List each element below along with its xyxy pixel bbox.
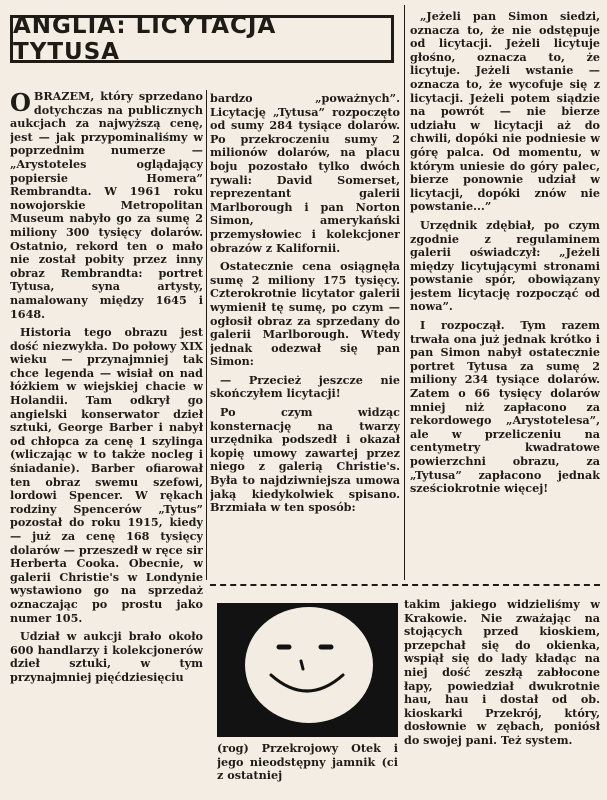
paragraph: „Jeżeli pan Simon siedzi, oznacza to, że nie odstępuje od licytacji. Jeżeli licytuje głośno, oznacza to, że licytuje. Jeżeli wstanie — oznacza to, że wycofuje się z licytacji. Jeżeli potem siądzie na powrót — nie bierze udziału w licytacji aż do chwili, dopóki nie podniesie w górę palca. Od momentu, w którym uniesie do góry palec, bierze ponownie udział w licytacji, dopóki znów nie powstanie...” [410, 10, 600, 214]
paragraph: Udział w aukcji brało około 600 handlarzy i kolekcjonerów dzieł sztuki, w tym przynajmniej pięćdziesięciu [10, 629, 203, 684]
column-rule [206, 90, 207, 580]
section-separator [210, 584, 600, 586]
article-column-1 [10, 90, 203, 800]
paragraph: Ostatecznie cena osiągnęła sumę 2 miliony 175 tysięcy. Czterokrotnie licytator galerii wymienił tę sumę, po czym — ogłosił obraz za sprzedany do galerii Marlborough. Wtedy jednak odezwał się pan Simon: [210, 259, 400, 369]
paragraph: Po czym widząc konsternację na twarzy urzędnika podszedł i okazał kopię umowy zawartej przez niego z galerią Christie's. Była to najdziwniejsza umowa jaką kiedykolwiek spisano. Brzmiała w ten sposób: [210, 405, 400, 515]
article-column-2 [210, 92, 400, 580]
smiley-face-icon [217, 603, 398, 737]
paragraph: bardzo „poważnych”. Licytację „Tytusa” rozpoczęto od sumy 284 tysiące dolarów. Po przekroczeniu sumy 2 milionów dolarów, na placu boju pozostało tylko dwóch rywali: David Somerset, reprezentant galerii Marlborough i pan Norton Simon, amerykański przemysłowiec i kolekcjoner obrazów z Kalifornii. [210, 92, 400, 255]
paragraph: Urzędnik zdębiał, po czym zgodnie z regulaminem galerii oświadczył: „Jeżeli między licytującymi stronami powstanie spór, obowiązany jestem licytację rozpocząć od nowa”. [410, 217, 600, 314]
paragraph: — Przecież jeszcze nie skończyłem licytacji! [210, 372, 400, 401]
column-rule [404, 5, 405, 580]
paragraph: I rozpoczął. Tym razem trwała ona już jednak krótko i pan Simon nabył ostatecznie portret Tytusa za sumę 2 miliony 234 tysiące dolarów. Zatem o 66 tysięcy dolarów mniej niż zapłacono za rekordowego „Arystotelesa”, ale w przeliczeniu na centymetry kwadratowe powierzchni obrazu, za „Tytusa” zapłacono jednak sześciokrotnie więcej! [410, 318, 600, 496]
headline-box [10, 15, 394, 63]
headline: ANGLIA: LICYTACJA TYTUSA [13, 13, 277, 65]
illustration-caption: (rog) Przekrojowy Otek i jego nieodstępny jamnik (ci z ostatniej [217, 742, 398, 783]
lead-paragraph: OBRAZEM, który sprzedano dotychczas na publicznych aukcjach za najwyższą cenę, jest — jak przypominaliśmy w poprzednim numerze — „Arystoteles oglądający popiersie Homera” Rembrandta. W 1961 roku nowojorskie Metropolitan Museum nabyło go za sumę 2 miliony 300 tysięcy dolarów. Ostatnio, rekord ten o mało nie został pobity przez inny obraz Rembrandta: portret Tytusa, syna artysty, namalowany między 1645 i 1648. [10, 90, 203, 321]
drop-cap: O [10, 90, 31, 117]
article-column-bottom: takim jakiego widzieliśmy w Krakowie. Nie zważając na stojących przed kioskiem, przepchał się do okienka, wspiął się do lady kładąc na niej dość zeszłą zabłocone łapy, powiedział dwukrotnie hau, hau i dostał od ob. kioskarki Przekrój, który, dosłownie w zębach, poniósł do swojej pani. Też system. [404, 598, 600, 747]
paragraph: Historia tego obrazu jest dość niezwykła. Do połowy XIX wieku — przynajmniej tak chce legenda — wisiał on nad łóżkiem w wiejskiej chacie w Holandii. Tam odkrył go angielski konserwator dzieł sztuki, George Barber i nabył od chłopca za cenę 1 szylinga (wliczając w to także nocleg i śniadanie). Barber ofiarował ten obraz swemu szefowi, lordowi Spencer. W rękach rodziny Spencerów „Tytus” pozostał do roku 1915, kiedy — już za cenę 168 tysięcy dolarów — przeszedł w ręce sir Herberta Cooka. Obecnie, w galerii Christie's w Londynie wystawiono go na sprzedaż oznaczając po prostu jako numer 105. [10, 325, 203, 625]
smiley-face-illustration [217, 603, 398, 737]
article-column-3 [410, 10, 600, 580]
